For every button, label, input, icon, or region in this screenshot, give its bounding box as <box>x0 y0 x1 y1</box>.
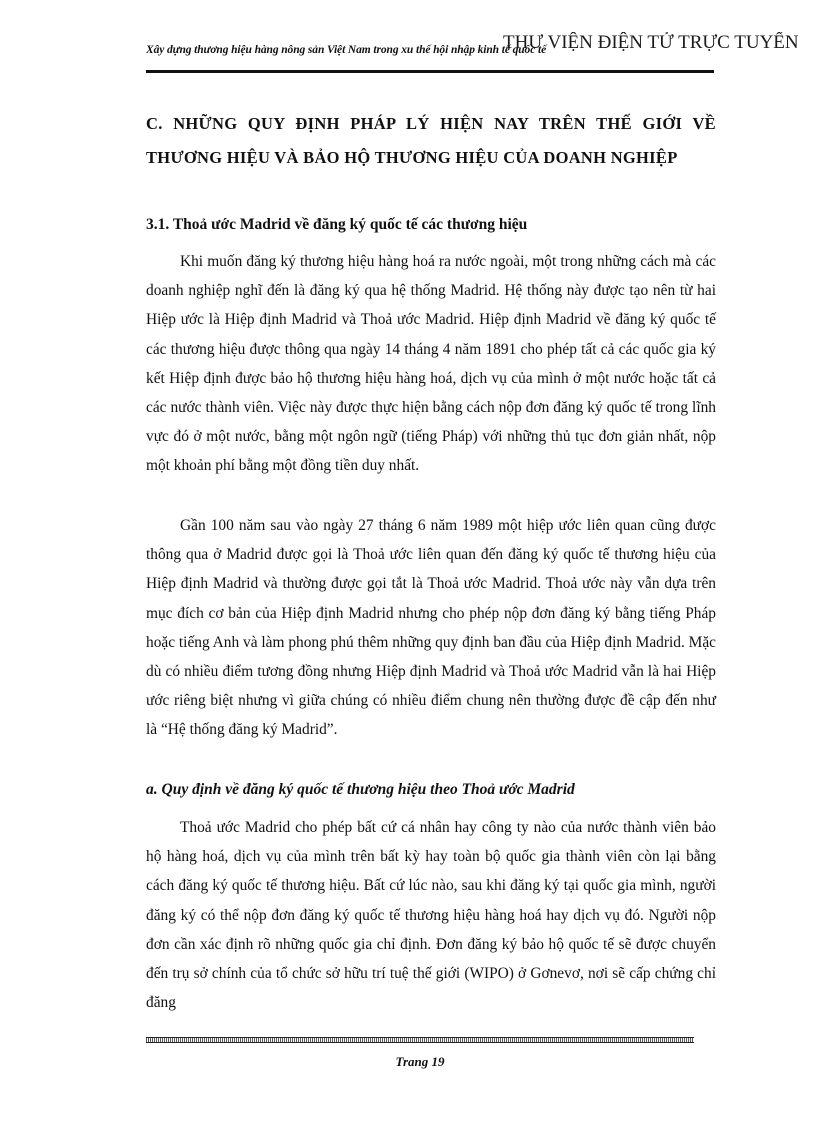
body-paragraph: Thoả ước Madrid cho phép bất cứ cá nhân hay công ty nào của nước thành viên bảo hộ hàng hoá, dịch vụ của mình trên bất kỳ hay toàn bộ quốc gia thành viên còn lại bằng cách đăng ký quốc tế thương hiệu. Bất cứ lúc nào, sau khi đăng ký tại quốc gia mình, người đăng ký có thể nộp đơn đăng ký quốc tế thương hiệu hàng hoá hay dịch vụ đó. Người nộp đơn cần xác định rõ những quốc gia chỉ định. Đơn đăng ký bảo hộ quốc tế sẽ được chuyển đến trụ sở chính của tổ chức sở hữu trí tuệ thế giới (WIPO) ở Gơnevơ, nơi sẽ cấp chứng chỉ đăng <box>146 819 716 1012</box>
footer-divider <box>146 1037 694 1043</box>
italic-subheading: a. Quy định về đăng ký quốc tế thương hiệu theo Thoả ước Madrid <box>146 781 575 798</box>
body-paragraph: Khi muốn đăng ký thương hiệu hàng hoá ra nước ngoài, một trong những cách mà các doanh nghiệp nghĩ đến là đăng ký qua hệ thống Madrid. Hệ thống này được tạo nên từ hai Hiệp ước là Hiệp định Madrid và Thoả ước Madrid. Hiệp định Madrid về đăng ký quốc tế các thương hiệu được thông qua ngày 14 tháng 4 năm 1891 cho phép tất cả các quốc gia ký kết Hiệp định được bảo hộ thương hiệu hàng hoá, dịch vụ của mình ở một nước hoặc tất cả các nước thành viên. Việc này được thực hiện bằng cách nộp đơn đăng ký quốc tế trong lĩnh vực đó ở một nước, bằng một ngôn ngữ (tiếng Pháp) với những thủ tục đơn giản nhất, nộp một khoản phí bằng một đồng tiền duy nhất. <box>146 253 716 475</box>
body-paragraph: Gần 100 năm sau vào ngày 27 tháng 6 năm 1989 một hiệp ước liên quan cũng được thông qua ở Madrid được gọi là Thoả ước liên quan đến đăng ký quốc tế thương hiệu của Hiệp định Madrid và thường được gọi tắt là Thoả ước Madrid. Thoả ước này vẫn dựa trên mục đích cơ bản của Hiệp định Madrid nhưng cho phép nộp đơn đăng ký bằng tiếng Pháp hoặc tiếng Anh và làm phong phú thêm những quy định ban đầu của Hiệp định Madrid. Mặc dù có nhiều điểm tương đồng nhưng Hiệp định Madrid và Thoả ước Madrid vẫn là hai Hiệp ước riêng biệt nhưng vì giữa chúng có nhiều điểm chung nên thường được đề cập đến như là “Hệ thống đăng ký Madrid”. <box>146 517 716 739</box>
header-divider <box>146 70 714 73</box>
subsection-heading: 3.1. Thoả ước Madrid về đăng ký quốc tế các thương hiệu <box>146 216 528 233</box>
library-watermark: THƯ VIỆN ĐIỆN TỬ TRỰC TUYẾN <box>503 32 799 53</box>
running-header-title: Xây dựng thương hiệu hàng nông sản Việt Nam trong xu thế hội nhập kinh tế quốc tế <box>146 44 547 56</box>
section-heading: C. NHỮNG QUY ĐỊNH PHÁP LÝ HIỆN NAY TRÊN THẾ GIỚI VỀ THƯƠNG HIỆU VÀ BẢO HỘ THƯƠNG HIỆU CỦA DOANH NGHIỆP <box>146 114 716 167</box>
page-number: Trang 19 <box>395 1054 445 1069</box>
